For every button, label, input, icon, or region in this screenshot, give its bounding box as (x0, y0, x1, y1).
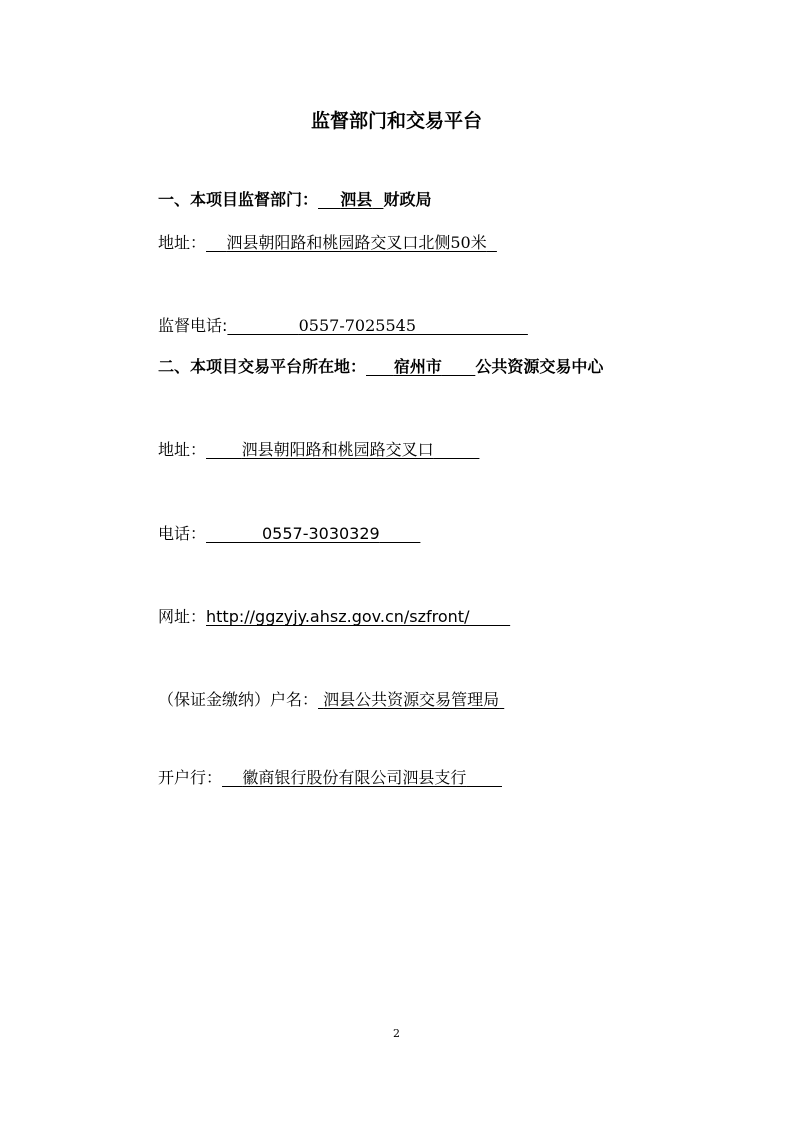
deposit-bank (222, 768, 502, 787)
platform-address (206, 440, 479, 459)
platform-website-link[interactable]: http://ggzyjy.ahsz.gov.cn/szfront/ (206, 607, 470, 626)
deposit-account-name (318, 690, 504, 709)
deposit-account-label: （保证金缴纳）户名： (158, 690, 319, 709)
supervision-phone-text: 0557-7025545 (298, 316, 416, 335)
deposit-account-line (158, 689, 504, 711)
platform-phone-line (158, 523, 420, 545)
platform-heading-label: 二、本项目交易平台所在地： (158, 357, 367, 376)
platform-center: 公共资源交易中心 (475, 357, 604, 376)
supervision-phone-label: 监督电话: (158, 316, 228, 335)
supervision-department: 财政局 (383, 190, 432, 209)
deposit-bank-text: 徽商银行股份有限公司泗县支行 (242, 768, 467, 787)
platform-website[interactable] (206, 607, 510, 626)
platform-heading (158, 356, 603, 378)
supervision-address-label: 地址： (158, 233, 207, 252)
platform-address-line (158, 439, 479, 461)
platform-address-text: 泗县朝阳路和桃园路交叉口 (241, 440, 434, 459)
supervision-heading (158, 189, 431, 211)
platform-phone (206, 524, 420, 543)
platform-website-line (158, 606, 510, 628)
supervision-address-text: 泗县朝阳路和桃园路交叉口北侧50米 (226, 233, 487, 252)
supervision-address (206, 233, 497, 252)
supervision-phone-line (158, 315, 528, 337)
platform-city-text: 宿州市 (393, 357, 442, 376)
platform-phone-label: 电话： (158, 524, 207, 543)
supervision-address-line (158, 232, 497, 254)
supervision-county-text: 泗县 (340, 190, 373, 209)
supervision-heading-label: 一、本项目监督部门： (158, 190, 319, 209)
page-title: 监督部门和交易平台 (310, 110, 482, 132)
platform-city (366, 357, 475, 376)
platform-phone-text: 0557-3030329 (261, 524, 380, 543)
platform-address-label: 地址： (158, 440, 207, 459)
deposit-bank-label: 开户行： (158, 768, 223, 787)
deposit-account-name-text: 泗县公共资源交易管理局 (323, 690, 500, 709)
page-number: 2 (393, 1027, 400, 1040)
deposit-bank-line (158, 767, 502, 789)
supervision-phone (227, 316, 527, 335)
supervision-county (318, 190, 383, 209)
platform-website-label: 网址： (158, 607, 207, 626)
